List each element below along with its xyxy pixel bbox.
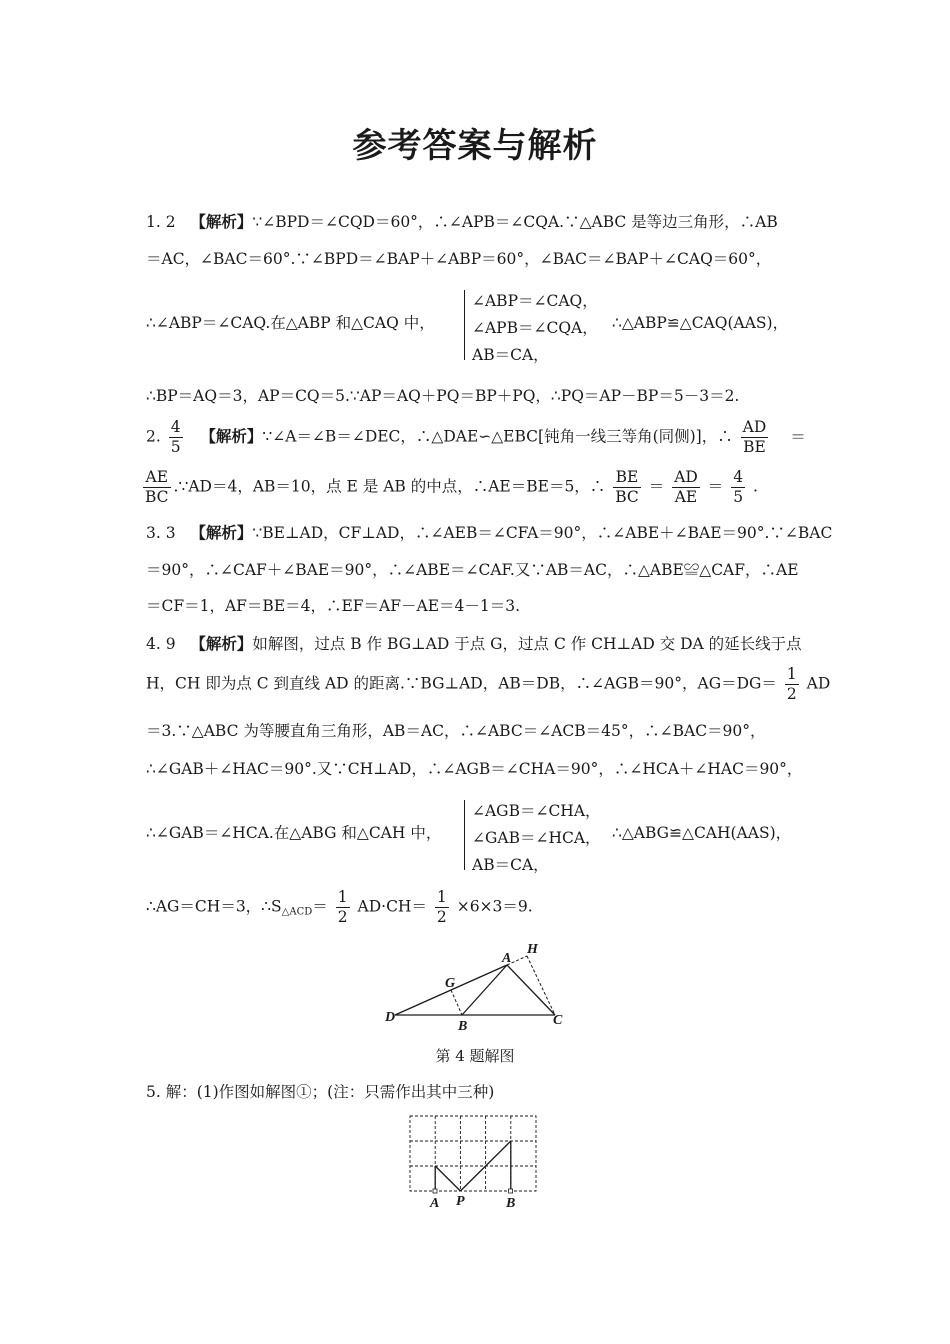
label-a: A bbox=[502, 951, 512, 966]
q4-line-4: ∴∠GAB＋∠HAC＝90°.又∵CH⊥AD，∴∠AGB＝∠CHA＝90°，∴∠HCA＋∠HAC＝90°， bbox=[146, 760, 803, 778]
q1-line-1 bbox=[146, 211, 778, 233]
q4-frac-a-den: 2 bbox=[337, 908, 348, 926]
q3-text: ∵BE⊥AD，CF⊥AD，∴∠AEB＝∠CFA＝90°，∴∠ABE＋∠BAE＝90°.∵∠BAC bbox=[252, 524, 833, 542]
q2-answer-den: 5 bbox=[170, 438, 181, 456]
q4-half-fraction bbox=[785, 665, 799, 704]
q4-frac-a bbox=[336, 888, 350, 927]
q4-subscript: △ACD bbox=[281, 906, 313, 918]
figure-caption: 第 4 题解图 bbox=[435, 1047, 515, 1065]
q4-frac-b bbox=[435, 888, 449, 927]
q4-half-num: 1 bbox=[786, 665, 797, 683]
q1-line-3a: ∴∠ABP＝∠CAQ.在△ABP 和△CAQ 中， bbox=[146, 314, 435, 332]
label-a: A bbox=[430, 1196, 440, 1211]
label-d: D bbox=[385, 1010, 396, 1025]
q2-f4-num: AD bbox=[674, 468, 698, 486]
grid-lines bbox=[410, 1116, 536, 1191]
q4-text-6a: ∴AG＝CH＝3，∴S bbox=[146, 897, 282, 916]
q2-fraction-4 bbox=[672, 468, 700, 507]
q2-line-2 bbox=[140, 468, 758, 507]
q2-f3-num: BE bbox=[613, 468, 641, 488]
q2-answer-fraction bbox=[169, 418, 183, 457]
q1-number: 1. 2 bbox=[146, 213, 176, 231]
q4-text-2a: H，CH 即为点 C 到直线 AD 的距离.∵BG⊥AD，AB＝DB，∴∠AGB＝90°，AG＝DG＝ bbox=[146, 674, 777, 693]
q4-text-6c: AD·CH＝ bbox=[357, 897, 427, 916]
q2-end: . bbox=[753, 477, 758, 496]
label-b: B bbox=[458, 1019, 468, 1034]
q4-text-6d: ×6×3＝9. bbox=[456, 897, 533, 916]
q2-analysis-tag: 【解析】 bbox=[200, 427, 263, 446]
q2-f5-den: 5 bbox=[733, 488, 744, 506]
q2-f3-den: BC bbox=[615, 488, 639, 506]
q3-number: 3. 3 bbox=[146, 524, 176, 542]
q2-text-2: .∵AD＝4，AB＝10，点 E 是 AB 的中点，∴AE＝BE＝5，∴ bbox=[173, 477, 606, 496]
q1-line-3b: ∴△ABP≌△CAQ(AAS)， bbox=[612, 314, 789, 332]
q1-line-2: ＝AC，∠BAC＝60°.∵∠BPD＝∠BAP＋∠ABP＝60°，∠BAC＝∠BAP＋∠CAQ＝60°， bbox=[146, 250, 772, 268]
q1-line-4: ∴BP＝AQ＝3，AP＝CQ＝5.∵AP＝AQ＋PQ＝BP＋PQ，∴PQ＝AP－BP＝5－3＝2. bbox=[146, 387, 740, 405]
line-ch bbox=[527, 956, 555, 1015]
label-c: C bbox=[553, 1013, 563, 1028]
q4-text: 如解图，过点 B 作 BG⊥AD 于点 G，过点 C 作 CH⊥AD 交 DA 的延长线于点 bbox=[252, 635, 802, 653]
q2-fraction-5 bbox=[731, 468, 745, 507]
q2-text-1: ∵∠A＝∠B＝∠DEC，∴△DAE∽△EBC[钝角一线三等角(同侧)]，∴ bbox=[262, 427, 733, 446]
q3-analysis-tag: 【解析】 bbox=[190, 524, 253, 542]
q1-system-row-1: ∠ABP＝∠CAQ， bbox=[472, 292, 598, 310]
q4-analysis-tag: 【解析】 bbox=[190, 635, 253, 653]
q4-line-5b: ∴△ABG≌△CAH(AAS)， bbox=[612, 824, 792, 842]
q3-line-2: ＝90°，∴∠CAF＋∠BAE＝90°，∴∠ABE＝∠CAF.又∵AB＝AC，∴△ABE≌△CAF，∴AE bbox=[146, 561, 799, 579]
q3-line-3: ＝CF＝1，AF＝BE＝4，∴EF＝AF－AE＝4－1＝3. bbox=[146, 597, 521, 615]
q4-text-2b: AD bbox=[806, 674, 831, 693]
q4-system-row-3: AB＝CA， bbox=[472, 856, 549, 874]
q1-system-row-3: AB＝CA， bbox=[472, 346, 549, 364]
q4-system-row-2: ∠GAB＝∠HCA， bbox=[472, 829, 601, 847]
line-bg bbox=[451, 990, 462, 1015]
page-title: 参考答案与解析 bbox=[352, 126, 598, 166]
q2-f5-num: 4 bbox=[733, 468, 744, 486]
q2-number: 2. bbox=[146, 427, 161, 446]
point-a-marker bbox=[433, 1189, 437, 1193]
q4-half-den: 2 bbox=[786, 685, 797, 703]
q2-equals-2: ＝ bbox=[648, 477, 665, 496]
q4-figure bbox=[375, 940, 575, 1035]
q2-f2-den: BC bbox=[145, 488, 169, 506]
line-ac bbox=[507, 965, 555, 1015]
q4-system-row-1: ∠AGB＝∠CHA， bbox=[472, 802, 601, 820]
q2-answer-num: 4 bbox=[170, 418, 181, 436]
q5-grid-figure bbox=[400, 1110, 550, 1215]
label-b: B bbox=[506, 1196, 516, 1211]
q1-text: ∵∠BPD＝∠CQD＝60°，∴∠APB＝∠CQA.∵△ABC 是等边三角形，∴AB bbox=[252, 213, 778, 231]
q4-frac-a-num: 1 bbox=[337, 888, 348, 906]
q2-fraction-1 bbox=[741, 418, 769, 457]
label-h: H bbox=[527, 942, 538, 957]
q4-line-2 bbox=[146, 665, 830, 704]
line-ab bbox=[462, 965, 507, 1015]
q4-frac-b-num: 1 bbox=[436, 888, 447, 906]
q2-fraction-2 bbox=[143, 468, 171, 507]
label-p: P bbox=[456, 1194, 465, 1209]
q2-line-1 bbox=[146, 418, 806, 457]
q4-number: 4. 9 bbox=[146, 635, 176, 653]
q2-f1-den: BE bbox=[743, 438, 766, 456]
q2-fraction-3 bbox=[613, 468, 641, 507]
q1-analysis-tag: 【解析】 bbox=[190, 213, 253, 231]
q2-equals-3: ＝ bbox=[707, 477, 724, 496]
q2-equals: ＝ bbox=[790, 427, 806, 446]
q2-f4-den: AE bbox=[674, 488, 698, 506]
q4-line-1 bbox=[146, 633, 802, 655]
point-b-marker bbox=[509, 1189, 513, 1193]
q4-frac-b-den: 2 bbox=[436, 908, 447, 926]
q5-line-1: 5. 解：(1)作图如解图①；(注：只需作出其中三种) bbox=[146, 1083, 495, 1101]
q4-text-6b: ＝ bbox=[312, 897, 328, 916]
q4-line-5a: ∴∠GAB＝∠HCA.在△ABG 和△CAH 中， bbox=[146, 824, 442, 842]
q3-line-1 bbox=[146, 522, 832, 544]
q2-f1-num: AD bbox=[742, 418, 767, 436]
q1-system-row-2: ∠APB＝∠CQA， bbox=[472, 319, 598, 337]
q4-line-3: ＝3.∵△ABC 为等腰直角三角形，AB＝AC，∴∠ABC＝∠ACB＝45°，∴∠BAC＝90°， bbox=[146, 722, 766, 740]
label-g: G bbox=[445, 976, 456, 991]
q2-f2-num: AE bbox=[143, 468, 171, 488]
q4-line-6 bbox=[146, 888, 533, 927]
